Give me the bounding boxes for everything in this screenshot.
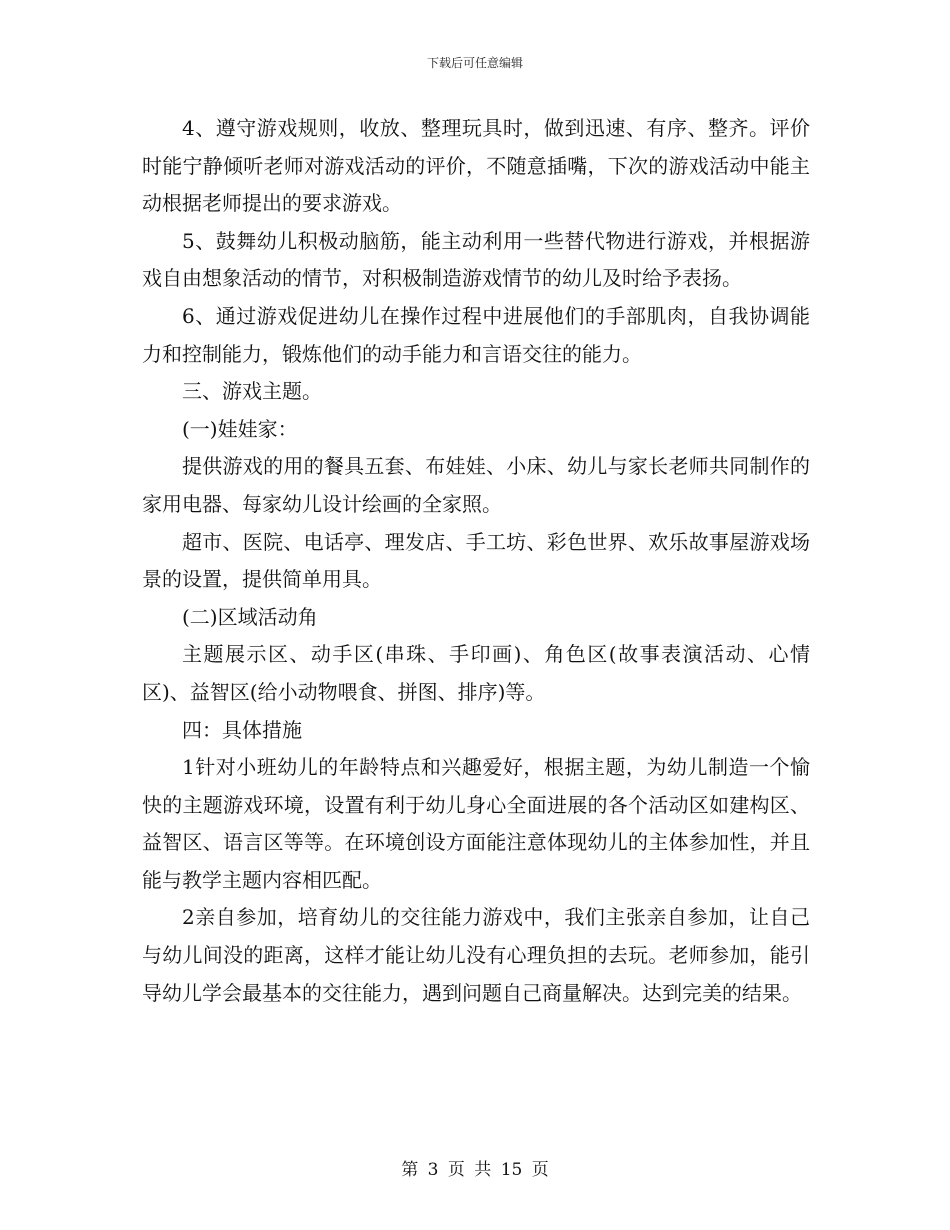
paragraph-item-6: 6、通过游戏促进幼儿在操作过程中进展他们的手部肌肉，自我协调能力和控制能力，锻炼他们的动手能力和言语交往的能力。 bbox=[142, 303, 810, 366]
paragraph-game-scenes: 超市、医院、电话亭、理发店、手工坊、彩色世界、欢乐故事屋游戏场景的设置，提供简单用具。 bbox=[142, 529, 810, 592]
subsection-heading-doll-house: (一)娃娃家： bbox=[182, 416, 298, 441]
subsection-heading-activity-corner: (二)区域活动角 bbox=[182, 604, 318, 629]
paragraph-item-4: 4、遵守游戏规则，收放、整理玩具时，做到迅速、有序、整齐。评价时能宁静倾听老师对游戏活动的评价，不随意插嘴，下次的游戏活动中能主动根据老师提出的要求游戏。 bbox=[142, 116, 810, 216]
paragraph-item-5: 5、鼓舞幼儿积极动脑筋，能主动利用一些替代物进行游戏，并根据游戏自由想象活动的情节，对积极制造游戏情节的幼儿及时给予表扬。 bbox=[142, 228, 810, 291]
page-header: 下载后可任意编辑 bbox=[426, 56, 523, 70]
page-footer: 第 3 页 共 15 页 bbox=[401, 1160, 549, 1180]
paragraph-doll-house-materials: 提供游戏的用的餐具五套、布娃娃、小床、幼儿与家长老师共同制作的家用电器、每家幼儿设计绘画的全家照。 bbox=[142, 454, 810, 516]
section-heading-game-themes: 三、游戏主题。 bbox=[182, 379, 322, 404]
section-heading-measures: 四：具体措施 bbox=[182, 717, 302, 742]
paragraph-measure-1: 1针对小班幼儿的年龄特点和兴趣爱好，根据主题，为幼儿制造一个愉快的主题游戏环境，设置有利于幼儿身心全面进展的各个活动区如建构区、益智区、语言区等等。在环境创设方面能注意体现幼儿的主体参加性，并且能与教学主题内容相匹配。 bbox=[142, 755, 810, 892]
paragraph-measure-2: 2亲自参加，培育幼儿的交往能力游戏中，我们主张亲自参加，让自己与幼儿间没的距离，这样才能让幼儿没有心理负担的去玩。老师参加，能引导幼儿学会最基本的交往能力，遇到问题自己商量解决。达到完美的结果。 bbox=[142, 905, 810, 1005]
paragraph-activity-areas: 主题展示区、动手区(串珠、手印画)、角色区(故事表演活动、心情区)、益智区(给小动物喂食、拼图、排序)等。 bbox=[142, 642, 810, 704]
document-body bbox=[142, 110, 810, 1012]
